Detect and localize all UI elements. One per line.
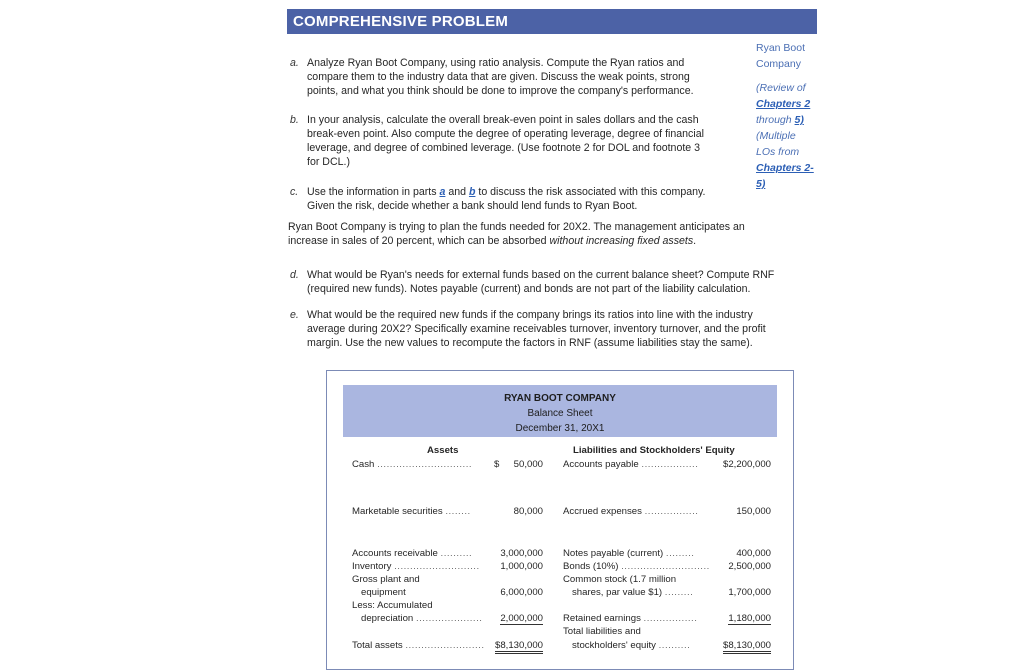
total-assets-label: Total assets ......................... [352, 640, 485, 651]
inventory-label: Inventory ........................... [352, 561, 480, 572]
accrued-label: Accrued expenses ................. [563, 506, 699, 517]
marketable-label: Marketable securities ........ [352, 506, 471, 517]
total-liab-label-2: stockholders' equity .......... [572, 640, 691, 651]
notes-label: Notes payable (current) ......... [563, 548, 695, 559]
ap-value: $2,200,000 [722, 459, 771, 470]
total-assets-value: $8,130,000 [495, 640, 543, 654]
statement-title: Balance Sheet [527, 408, 593, 419]
total-liab-label: Total liabilities and [563, 626, 641, 637]
equipment-label: equipment [361, 587, 406, 598]
gross-plant-value: 6,000,000 [500, 587, 543, 598]
chapter-5-link[interactable]: 5) [794, 114, 804, 126]
balance-sheet-header [343, 385, 777, 437]
question-d: d. What would be Ryan's needs for external funds based on the current balance sheet? Compute RNF (required new funds). Notes payable (current) and bonds are not part of the liability calculation. [290, 269, 775, 295]
bonds-value: 2,500,000 [728, 561, 771, 572]
part-b-link[interactable]: b [468, 186, 476, 198]
balance-sheet [326, 370, 794, 670]
gross-plant-label: Gross plant and [352, 574, 420, 585]
chapter-5-link-2[interactable]: 5) [756, 178, 766, 190]
marketable-value: 80,000 [513, 506, 543, 517]
question-a: a. Analyze Ryan Boot Company, using ratio analysis. Compute the Ryan ratios and compare them to the industry data that are given. Discuss the weak points, strong points, and what you think should be done to improve the company's performance. [290, 57, 694, 97]
less-accumulated-label: Less: Accumulated [352, 600, 433, 611]
accrued-value: 150,000 [736, 506, 771, 517]
bonds-label: Bonds (10%) ............................ [563, 561, 710, 572]
total-liab-value: $8,130,000 [723, 640, 771, 654]
sidebar-title: Ryan Boot Company [756, 42, 806, 70]
cash-label: Cash .............................. [352, 459, 473, 470]
receivable-value: 3,000,000 [500, 548, 543, 559]
statement-date: December 31, 20X1 [515, 423, 605, 434]
company-name: RYAN BOOT COMPANY [504, 393, 616, 404]
common-stock-label: Common stock (1.7 million [563, 574, 677, 585]
retained-label: Retained earnings ................. [563, 613, 698, 624]
question-b: b. In your analysis, calculate the overall break-even point in sales dollars and the cash break-even point. Also compute the degree of operating leverage, degree of financial leverage, and degree of combined leverage. (Use footnote 2 for DOL and footnote 3 for DCL.) [290, 114, 704, 168]
question-c: c. Use the information in parts a and b to discuss the risk associated with this company. Given the risk, decide whether a bank should lend funds to Ryan Boot. [290, 186, 706, 212]
sidebar-reference [756, 40, 820, 192]
liabilities-header: Liabilities and Stockholders' Equity [573, 445, 735, 456]
common-stock-value: 1,700,000 [728, 587, 771, 598]
notes-value: 400,000 [736, 548, 771, 559]
depreciation-label: depreciation ..................... [361, 613, 483, 624]
receivable-label: Accounts receivable .......... [352, 548, 473, 559]
cash-value: 50,000 [513, 459, 543, 470]
inventory-value: 1,000,000 [500, 561, 543, 572]
ap-label: Accounts payable .................. [563, 459, 699, 470]
question-e: e. What would be the required new funds if the company brings its ratios into line with the industry average during 20X2? Specifically examine receivables turnover, inventory turnover, and the profit margin. Use the new values to recompute the factors in RNF (assume liabilities stay the same). [290, 309, 766, 349]
assets-header: Assets [427, 445, 459, 456]
sidebar-review: (Review of Chapters 2 through 5) (Multiple LOs from Chapters 2- 5) [756, 82, 814, 190]
cash-dollar: $ [494, 459, 500, 470]
chapters-link-2[interactable]: Chapters 2- [756, 162, 814, 174]
intro-paragraph: Ryan Boot Company is trying to plan the funds needed for 20X2. The management anticipates an increase in sales of 20 percent, which can be absorbed without increasing fixed assets. [288, 221, 745, 247]
depreciation-value: 2,000,000 [500, 613, 543, 624]
common-stock-label-2: shares, par value $1) ......... [572, 587, 694, 598]
retained-value: 1,180,000 [728, 613, 771, 624]
section-banner: COMPREHENSIVE PROBLEM [287, 9, 817, 34]
part-a-link[interactable]: a [439, 186, 446, 198]
chapters-link[interactable]: Chapters 2 [756, 98, 811, 110]
